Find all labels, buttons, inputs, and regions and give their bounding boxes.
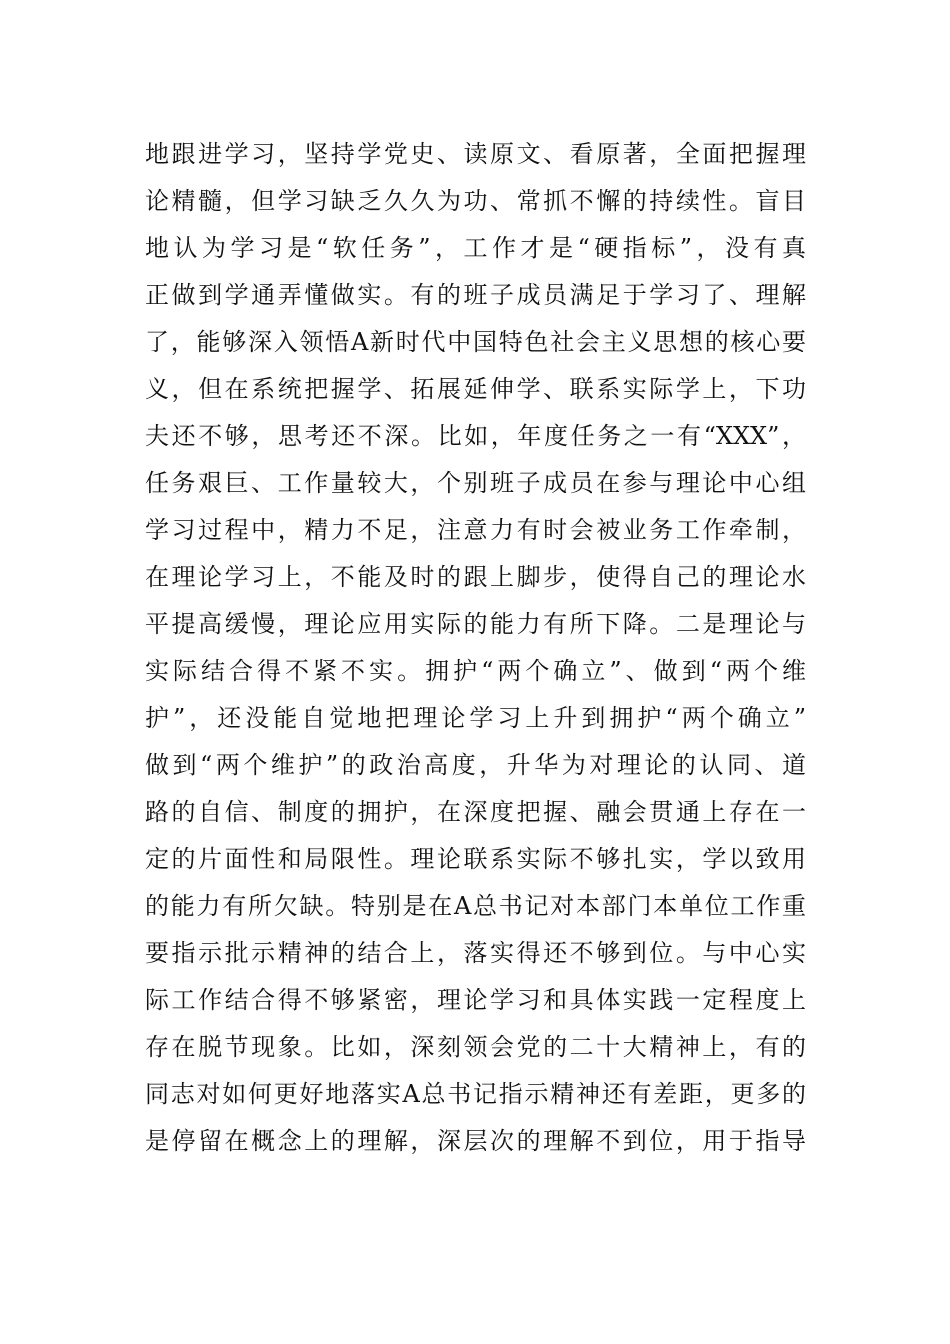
- text-line: 夫还不够，思考还不深。比如，年度任务之一有“XXX”，: [145, 422, 806, 450]
- text-line: 护”，还没能自觉地把理论学习上升到拥护“两个确立”: [145, 704, 806, 732]
- text-line: 定的片面性和局限性。理论联系实际不够扎实，学以致用: [145, 845, 806, 873]
- text-line: 正做到学通弄懂做实。有的班子成员满足于学习了、理解: [145, 281, 806, 309]
- text-line: 义，但在系统把握学、拓展延伸学、联系实际学上，下功: [145, 375, 806, 403]
- text-line: 是停留在概念上的理解，深层次的理解不到位，用于指导: [145, 1127, 806, 1155]
- text-line: 在理论学习上，不能及时的跟上脚步，使得自己的理论水: [145, 563, 806, 591]
- text-line: 做到“两个维护”的政治高度，升华为对理论的认同、道: [145, 751, 806, 779]
- text-line: 任务艰巨、工作量较大，个别班子成员在参与理论中心组: [145, 469, 806, 497]
- text-line: 地认为学习是“软任务”，工作才是“硬指标”，没有真: [145, 234, 806, 262]
- text-line: 同志对如何更好地落实A总书记指示精神还有差距，更多的: [145, 1080, 806, 1108]
- text-line: 学习过程中，精力不足，注意力有时会被业务工作牵制，: [145, 516, 806, 544]
- text-line: 路的自信、制度的拥护，在深度把握、融会贯通上存在一: [145, 798, 806, 826]
- text-line: 存在脱节现象。比如，深刻领会党的二十大精神上，有的: [145, 1033, 806, 1061]
- text-line: 的能力有所欠缺。特别是在A总书记对本部门本单位工作重: [145, 892, 806, 920]
- text-line: 地跟进学习，坚持学党史、读原文、看原著，全面把握理: [145, 140, 806, 168]
- text-line: 了，能够深入领悟A新时代中国特色社会主义思想的核心要: [145, 328, 806, 356]
- text-line: 际工作结合得不够紧密，理论学习和具体实践一定程度上: [145, 986, 806, 1014]
- text-line: 平提高缓慢，理论应用实际的能力有所下降。二是理论与: [145, 610, 806, 638]
- document-body: [145, 131, 806, 1165]
- text-line: 论精髓，但学习缺乏久久为功、常抓不懈的持续性。盲目: [145, 187, 806, 215]
- text-line: 要指示批示精神的结合上，落实得还不够到位。与中心实: [145, 939, 806, 967]
- text-line: 实际结合得不紧不实。拥护“两个确立”、做到“两个维: [145, 657, 806, 685]
